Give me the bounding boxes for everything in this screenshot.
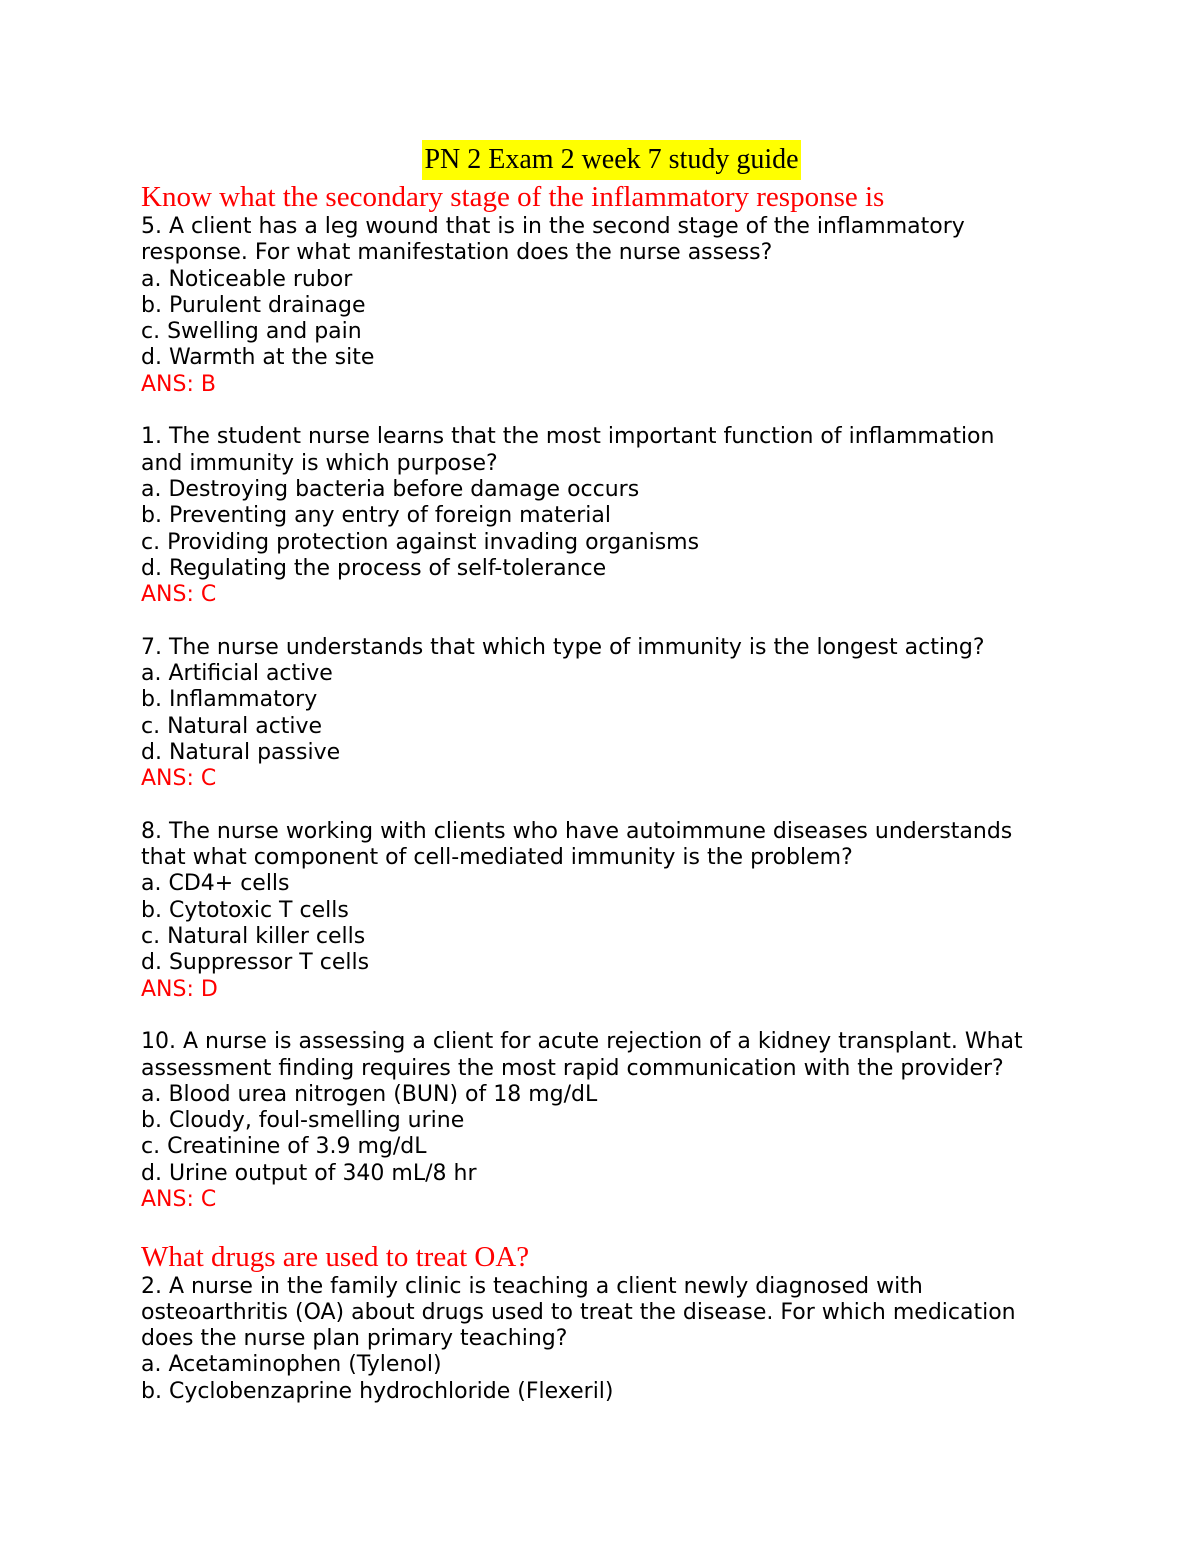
answer-key: ANS: C [141, 1186, 217, 1212]
answer-option: b. Cloudy, foul-smelling urine [141, 1108, 465, 1134]
answer-option: a. Artificial active [141, 661, 333, 687]
answer-option: d. Regulating the process of self-tolerance [141, 555, 607, 581]
answer-key: ANS: C [141, 766, 217, 792]
answer-option: b. Preventing any entry of foreign material [141, 503, 612, 529]
answer-option: a. Destroying bacteria before damage occurs [141, 476, 640, 502]
answer-key: ANS: D [141, 976, 218, 1002]
answer-option: d. Natural passive [141, 739, 341, 765]
question-stem-line: 7. The nurse understands that which type of immunity is the longest acting? [141, 634, 985, 660]
question-stem-line: 1. The student nurse learns that the most important function of inflammation [141, 424, 995, 450]
document-title: PN 2 Exam 2 week 7 study guide [422, 140, 800, 180]
answer-option: c. Swelling and pain [141, 319, 362, 345]
answer-option: c. Natural killer cells [141, 924, 366, 950]
spacer [141, 1213, 1101, 1239]
spacer [141, 1003, 1101, 1029]
answer-option: a. Noticeable rubor [141, 266, 353, 292]
answer-option: d. Suppressor T cells [141, 950, 370, 976]
question-stem-line: osteoarthritis (OA) about drugs used to treat the disease. For which medication [141, 1299, 1016, 1325]
question-stem-line: 10. A nurse is assessing a client for acute rejection of a kidney transplant. What [141, 1029, 1023, 1055]
question-stem-line: response. For what manifestation does the nurse assess? [141, 240, 773, 266]
answer-option: b. Cyclobenzaprine hydrochloride (Flexeril) [141, 1378, 614, 1404]
question-stem-line: that what component of cell-mediated immunity is the problem? [141, 845, 853, 871]
answer-option: b. Purulent drainage [141, 292, 366, 318]
answer-option: a. CD4+ cells [141, 871, 290, 897]
question-stem-line: assessment finding requires the most rapid communication with the provider? [141, 1055, 1004, 1081]
answer-key: ANS: B [141, 371, 216, 397]
question-stem-line: 8. The nurse working with clients who have autoimmune diseases understands [141, 818, 1013, 844]
answer-option: d. Urine output of 340 mL/8 hr [141, 1160, 477, 1186]
answer-key: ANS: C [141, 582, 217, 608]
question-stem-line: 5. A client has a leg wound that is in the second stage of the inflammatory [141, 214, 965, 239]
answer-option: c. Creatinine of 3.9 mg/dL [141, 1134, 427, 1160]
answer-option: a. Blood urea nitrogen (BUN) of 18 mg/dL [141, 1081, 598, 1107]
spacer [141, 398, 1101, 424]
title-row [0, 140, 1200, 180]
section-heading: What drugs are used to treat OA? [141, 1240, 530, 1273]
spacer [141, 608, 1101, 634]
question-stem-line: does the nurse plan primary teaching? [141, 1326, 568, 1352]
answer-option: b. Cytotoxic T cells [141, 897, 349, 923]
answer-option: d. Warmth at the site [141, 345, 375, 371]
answer-option: c. Natural active [141, 713, 323, 739]
answer-option: b. Inflammatory [141, 687, 318, 713]
answer-option: a. Acetaminophen (Tylenol) [141, 1352, 442, 1378]
answer-option: c. Providing protection against invading organisms [141, 529, 700, 555]
spacer [141, 793, 1101, 819]
document-page [141, 140, 1101, 1405]
question-stem-line: and immunity is which purpose? [141, 450, 498, 476]
section-heading: Know what the secondary stage of the inflammatory response is [141, 181, 885, 213]
question-stem-line: 2. A nurse in the family clinic is teaching a client newly diagnosed with [141, 1273, 923, 1299]
